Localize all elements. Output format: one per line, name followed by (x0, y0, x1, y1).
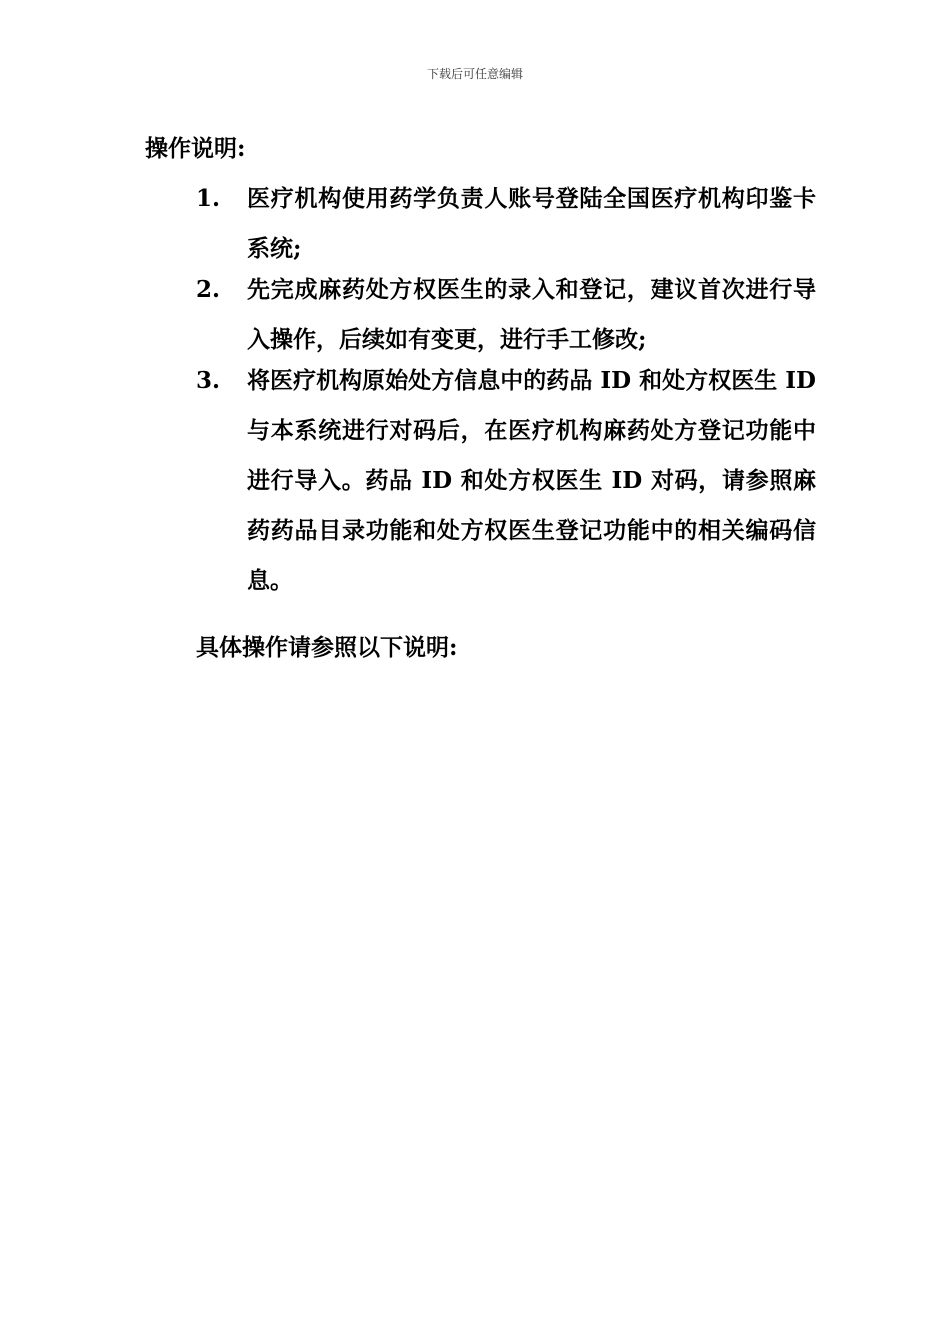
step-item-3 (196, 365, 816, 606)
step-text: 将医疗机构原始处方信息中的药品 ID 和处方权医生 ID 与本系统进行对码后，在医疗机构麻药处方登记功能中进行导入。药品 ID 和处方权医生 ID 对码，请参照麻药药品目录功能和处方权医生登记功能中的相关编码信息。 (247, 367, 816, 594)
page-header-note: 下载后可任意编辑 (426, 67, 523, 81)
step-number: 3. (196, 367, 221, 394)
step-text: 医疗机构使用药学负责人账号登陆全国医疗机构印鉴卡系统; (247, 185, 816, 262)
step-text: 先完成麻药处方权医生的录入和登记，建议首次进行导入操作，后续如有变更，进行手工修改; (247, 276, 816, 353)
step-item-1 (196, 183, 816, 274)
document-title: 操作说明: (145, 135, 246, 162)
step-number: 1. (196, 185, 221, 212)
step-number: 2. (196, 276, 221, 303)
closing-paragraph: 具体操作请参照以下说明: (196, 634, 458, 661)
step-list (196, 183, 816, 606)
step-item-2 (196, 274, 816, 365)
